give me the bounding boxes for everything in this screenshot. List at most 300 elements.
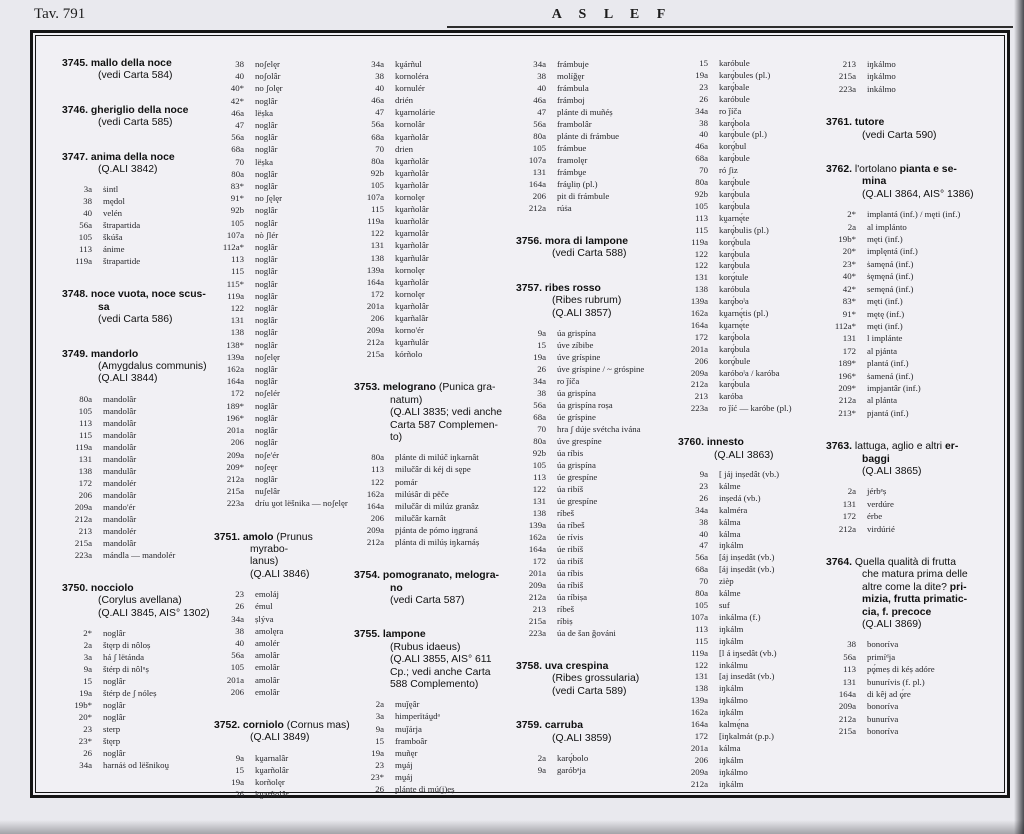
entry-point-number: 223a: [528, 628, 546, 639]
entry-form: framolęr: [557, 155, 588, 165]
entry-row: [678, 213, 824, 225]
entry-point-number: 213: [694, 391, 708, 402]
heading-text: baggi: [862, 453, 890, 465]
entry-form: noglâr: [255, 473, 278, 484]
entry-point-number: 209a: [690, 766, 708, 777]
entry-form: noglâr: [255, 95, 278, 106]
entry-point-number: 113: [371, 464, 384, 475]
entry-form: inṣedá (vb.): [719, 492, 761, 503]
entry-row: [62, 639, 212, 651]
entry-form: iŋkálm: [719, 683, 744, 694]
entry-row: [62, 489, 212, 501]
entry-point-number: 47: [235, 120, 244, 131]
entry-point-number: 201a: [366, 300, 384, 311]
entry-form: frámbuje: [557, 59, 589, 69]
entry-row: [516, 58, 676, 70]
entry-form: inkálma (f.): [719, 611, 761, 622]
entry-row: [678, 153, 824, 165]
entry-point-number: 212a: [690, 778, 708, 789]
entry-form: kṷarñolâr: [395, 131, 429, 142]
entry-point-number: 131: [842, 333, 856, 344]
entry-row: [516, 411, 676, 423]
entry-form: noglâr: [255, 144, 278, 155]
entry-form: noglâr: [103, 712, 126, 723]
section-heading: [214, 720, 352, 745]
entry-point-number: 209a: [226, 449, 244, 460]
entry-point-number: 215a: [838, 71, 856, 82]
entry-point-number: 212a: [528, 592, 546, 603]
entry-row: [678, 505, 824, 517]
heading-text: (Rubus idaeus): [390, 641, 461, 653]
entry-row: [826, 725, 994, 737]
heading-text: amolo: [242, 531, 277, 543]
entry-point-number: 34a: [533, 376, 546, 387]
entry-point-number: 139a: [366, 264, 384, 275]
entry-point-number: 212a: [226, 473, 244, 484]
entry-point-number: 26: [699, 93, 708, 104]
entry-form: mandolâr: [103, 441, 137, 452]
heading-text: (vedi Carta 587): [390, 594, 465, 606]
heading-text: (vedi Carta 589): [552, 685, 627, 697]
entry-row: [354, 348, 514, 360]
heading-text: (Q.ALI 3859): [552, 732, 612, 744]
entry-point-number: 46a: [695, 141, 708, 152]
entry-row: [214, 265, 352, 277]
entry-form: ró ʃiz: [719, 165, 738, 176]
entry-form: karǫ́bule: [719, 177, 750, 188]
entry-form: kṷarñolâr: [255, 764, 289, 775]
entry-row: [354, 239, 514, 251]
entry-row: [62, 255, 212, 267]
entry-row: [678, 94, 824, 106]
entry-form: mandolâr: [103, 429, 137, 440]
entry-point-number: 209*: [226, 461, 244, 472]
entry-point-number: 80a: [533, 131, 546, 141]
entry-point-number: 212a: [366, 537, 384, 548]
entry-form: ríbeš: [557, 508, 575, 519]
entry-row: [214, 95, 352, 107]
entry-form: rúṡa: [557, 203, 572, 213]
entry-point-number: 122: [370, 228, 384, 239]
entry-row: [354, 276, 514, 288]
entry-point-number: 47: [537, 107, 546, 117]
entry-point-number: 139a: [528, 520, 546, 531]
entry-row: [62, 663, 212, 675]
entry-row: [516, 363, 676, 375]
entry-point-number: 15: [537, 340, 546, 351]
heading-text: lanus): [250, 556, 279, 568]
entry-point-number: 40: [235, 71, 244, 82]
entry-form: inkálmo: [867, 83, 896, 94]
entry-point-number: 212a: [838, 395, 856, 406]
section-heading: [62, 105, 212, 130]
heading-text: no: [390, 582, 403, 594]
entry-row: [214, 649, 352, 661]
heading-text: 3748. noce vuota, noce scus-: [62, 289, 206, 301]
entry-row: [214, 625, 352, 637]
entry-point-number: 92b: [532, 448, 546, 459]
entry-row: [214, 776, 352, 788]
entry-point-number: 122: [694, 659, 708, 670]
entry-row: [826, 345, 994, 357]
heading-text: 3745. mallo della noce: [62, 58, 172, 69]
entry-form: pǫ́meṣ di kéṣ adóre: [867, 664, 935, 675]
entry-point-number: 113: [79, 417, 92, 428]
entry-form: [ jáj inṣedât (vb.): [719, 469, 780, 479]
entry-point-number: 80a: [231, 168, 244, 179]
entry-form: úa grispína: [557, 328, 596, 339]
entry-point-number: 113: [231, 254, 244, 265]
section-heading: [354, 382, 514, 444]
entry-form: karóba: [719, 391, 743, 402]
entry-row: [516, 555, 676, 567]
entry-form: kṷarnę́tis (pl.): [719, 308, 769, 319]
column-2: [214, 46, 352, 801]
entry-point-number: 162a: [690, 707, 708, 718]
entry-row: [214, 363, 352, 375]
heading-text: (Q.ALI 3845, AIS° 1302): [98, 607, 210, 619]
entry-form: karǫ́bula: [719, 200, 750, 211]
heading-text: 3750. nocciolo: [62, 582, 134, 594]
entry-form: korǫ́bula: [719, 236, 751, 247]
entry-point-number: 26: [235, 601, 244, 612]
entry-row: [516, 178, 676, 190]
entry-point-number: 26: [235, 789, 244, 800]
entry-row: [678, 70, 824, 82]
entry-form: noglâr: [255, 425, 278, 436]
entry-point-number: 91*: [842, 308, 856, 319]
heading-text: 3754.: [354, 570, 383, 582]
entry-form: virdúrié: [867, 523, 895, 534]
entry-row: [62, 231, 212, 243]
entry-form: há ʃ lëtánda: [103, 652, 145, 663]
entry-row: [678, 177, 824, 189]
entry-row: [62, 735, 212, 747]
entry-row: [516, 339, 676, 351]
entry-form: úve gríspine / ~ gróspine: [557, 364, 645, 375]
heading-text: (Amygdalus communis): [98, 361, 207, 373]
heading-text: 588 Complemento): [390, 678, 479, 690]
entry-row: [516, 752, 676, 764]
entry-form: kornolęr: [395, 192, 425, 203]
entry-form: pjantá (inf.): [867, 407, 909, 418]
entry-row: [826, 498, 994, 510]
entry-row: [214, 674, 352, 686]
section-heading: [516, 283, 676, 320]
entry-form: męti (inf.): [867, 296, 903, 307]
entry-form: noglâr: [103, 628, 126, 639]
section-heading: [826, 117, 994, 142]
entry-point-number: 213: [842, 59, 856, 69]
entry-form: kṷarñolâr: [255, 789, 289, 800]
entry-point-number: 164a: [838, 689, 856, 700]
entry-row: [678, 683, 824, 695]
heading-text: (Q.ALI 3863): [714, 449, 774, 461]
entry-form: iŋkálmo: [719, 695, 748, 706]
entry-form: plantá (inf.): [867, 358, 909, 369]
entry-point-number: 223a: [226, 498, 244, 509]
entry-row: [214, 400, 352, 412]
entry-point-number: 206: [370, 512, 384, 523]
entry-form: érbe: [867, 511, 883, 522]
entry-row: [516, 202, 676, 214]
entry-point-number: 68a: [695, 564, 708, 575]
heading-text: Cp.; vedi anche Carta: [390, 666, 491, 678]
entry-form: korǫ́bule: [719, 355, 751, 366]
entry-point-number: 201a: [226, 425, 244, 436]
entry-point-number: 34a: [533, 59, 546, 69]
entry-form: [iŋkalmát (p.p.): [719, 730, 774, 741]
entry-row: [62, 699, 212, 711]
entry-form: korñolęr: [255, 777, 285, 788]
entry-form: noglâr: [255, 303, 278, 314]
entry-point-number: 209a: [74, 501, 92, 512]
entry-row: [826, 332, 994, 344]
entry-row: [214, 302, 352, 314]
entry-form: frámbṷe: [557, 167, 587, 177]
entry-list: [354, 698, 514, 795]
entry-point-number: 164a: [690, 719, 708, 730]
entry-form: karǫ́bale: [719, 81, 750, 92]
entry-row: [62, 747, 212, 759]
section-heading: [516, 661, 676, 698]
entry-point-number: 34a: [231, 613, 244, 624]
entry-row: [516, 531, 676, 543]
entry-point-number: 206: [694, 754, 708, 765]
entry-point-number: 40: [235, 637, 244, 648]
section-heading: [516, 236, 676, 261]
entry-point-number: 26: [699, 492, 708, 503]
entry-row: [354, 58, 514, 70]
entry-form: mętę (inf.): [867, 308, 905, 319]
entry-row: [214, 131, 352, 143]
entry-form: karǫ́bola: [719, 331, 750, 342]
entry-form: drién: [395, 95, 414, 106]
entry-point-number: 46a: [371, 95, 384, 106]
entry-point-number: 19a: [695, 69, 708, 80]
entry-row: [214, 156, 352, 168]
entry-point-number: 107a: [226, 229, 244, 240]
entry-row: [214, 613, 352, 625]
entry-row: [516, 351, 676, 363]
entry-row: [678, 332, 824, 344]
entry-row: [678, 660, 824, 672]
entry-point-number: 138: [694, 683, 708, 694]
entry-row: [678, 296, 824, 308]
entry-form: iŋkálmo: [867, 71, 896, 82]
entry-row: [826, 382, 994, 394]
entry-row: [354, 710, 514, 722]
entry-point-number: 80a: [79, 393, 92, 404]
entry-form: úve zíbibe: [557, 340, 594, 351]
entry-row: [678, 779, 824, 791]
entry-point-number: 105: [694, 200, 708, 211]
entry-row: [62, 183, 212, 195]
entry-form: noglâr: [255, 437, 278, 448]
entry-list: [62, 393, 212, 561]
entry-form: úe ribíš: [557, 544, 584, 555]
entry-point-number: 9a: [699, 469, 708, 479]
section-heading: [62, 58, 212, 83]
entry-row: [678, 600, 824, 612]
entry-form: muǰárja: [395, 723, 422, 734]
entry-form: korǫ́tule: [719, 272, 749, 283]
entry-row: [678, 272, 824, 284]
entry-form: kṷarñolâr: [395, 204, 429, 215]
entry-point-number: 34a: [371, 59, 384, 69]
entry-point-number: 212a: [74, 513, 92, 524]
entry-row: [678, 695, 824, 707]
entry-point-number: 139a: [226, 351, 244, 362]
entry-point-number: 9a: [375, 723, 384, 734]
entry-row: [62, 525, 212, 537]
entry-list: [826, 638, 994, 737]
entry-row: [678, 201, 824, 213]
entry-row: [516, 483, 676, 495]
entry-point-number: 80a: [371, 155, 384, 166]
entry-row: [354, 70, 514, 82]
entry-form: verdúre: [867, 498, 894, 509]
entry-row: [678, 379, 824, 391]
entry-form: karǫ́bule (pl.): [719, 129, 767, 140]
entry-point-number: 112a*: [222, 242, 244, 253]
entry-form: emoláj: [255, 589, 279, 600]
entry-list: [516, 327, 676, 639]
entry-row: [826, 700, 994, 712]
entry-form: milučâr karnât: [395, 512, 447, 523]
entry-form: primíᵈja: [867, 651, 896, 662]
heading-text: 3749. mandorlo: [62, 348, 139, 360]
entry-row: [62, 243, 212, 255]
entry-row: [354, 747, 514, 759]
entry-point-number: 113: [843, 664, 856, 675]
entry-form: semęná (inf.): [867, 283, 914, 294]
entry-row: [826, 83, 994, 95]
entry-row: [214, 119, 352, 131]
heading-text: (Q.ALI 3849): [250, 732, 310, 744]
entry-point-number: 196*: [838, 370, 856, 381]
entry-form: amolér: [255, 637, 280, 648]
entry-point-number: 215a: [226, 486, 244, 497]
entry-point-number: 131: [842, 498, 856, 509]
entry-form: impjantâr (inf.): [867, 382, 921, 393]
entry-point-number: 119a: [75, 441, 92, 452]
heading-text: 3755.: [354, 629, 383, 641]
entry-row: [354, 723, 514, 735]
entry-point-number: 119a: [367, 216, 384, 227]
heading-text: (Ribes grossularia): [552, 673, 640, 685]
entry-form: karǫ́bula: [719, 343, 750, 354]
entry-point-number: 189*: [838, 358, 856, 369]
entry-row: [678, 767, 824, 779]
entry-row: [214, 314, 352, 326]
entry-point-number: 70: [235, 156, 244, 167]
entry-form: plánte di frámbue: [557, 131, 620, 141]
entry-point-number: 70: [699, 165, 708, 176]
heading-text: l'ortolano: [854, 164, 900, 176]
entry-form: inkálmu: [719, 659, 748, 670]
entry-point-number: 56a: [695, 552, 708, 563]
entry-row: [826, 233, 994, 245]
entry-form: iŋkálm: [719, 754, 744, 765]
entry-form: mṷáj: [395, 759, 413, 770]
entry-list: [678, 469, 824, 790]
entry-row: [62, 465, 212, 477]
section-heading: [354, 570, 514, 607]
entry-row: [678, 624, 824, 636]
entry-point-number: 139a: [690, 296, 708, 307]
entry-form: bunurívis (f. pl.): [867, 676, 925, 687]
entry-form: kálme: [719, 480, 741, 491]
heading-text: (Punica gra-: [438, 382, 496, 394]
column-layout: [62, 46, 1000, 800]
heading-text: pianta: [899, 164, 934, 176]
entry-row: [354, 735, 514, 747]
entry-row: [516, 615, 676, 627]
entry-point-number: 164a: [528, 179, 546, 189]
heading-text: (Q.ALI 3869): [862, 619, 922, 631]
entry-list: [516, 46, 676, 214]
entry-point-number: 2*: [83, 628, 92, 639]
entry-point-number: 138: [532, 508, 546, 519]
entry-point-number: 138: [370, 252, 384, 263]
entry-form: noglâr: [255, 339, 278, 350]
entry-form: noʃelęr: [255, 351, 280, 362]
entry-form: kṷarnę́te: [719, 212, 750, 223]
entry-form: framboâr: [395, 735, 428, 746]
entry-row: [214, 788, 352, 800]
entry-row: [678, 755, 824, 767]
entry-list: [516, 752, 676, 776]
entry-form: pjánta de pómo iŋgraná: [395, 524, 478, 535]
entry-row: [678, 636, 824, 648]
entry-row: [678, 82, 824, 94]
entry-form: ṡęmęná (inf.): [867, 271, 914, 282]
entry-form: karǫ́boˡa: [719, 296, 749, 307]
entry-form: kornolęr: [395, 264, 425, 275]
heading-text: (vedi Carta 584): [98, 70, 173, 82]
entry-form: plánte di muñéṣ: [557, 107, 613, 117]
entry-form: noʃelęr: [255, 59, 280, 69]
entry-form: kálme: [719, 588, 741, 599]
entry-point-number: 206: [694, 355, 708, 366]
entry-form: štérp de ʃ nóleṣ: [103, 688, 157, 699]
entry-form: iŋkálmo: [867, 59, 896, 69]
entry-form: kṷarnolárie: [395, 107, 436, 118]
entry-form: ro ǰíča: [557, 376, 580, 387]
entry-row: [62, 651, 212, 663]
heading-text: (Q.ALI 3842): [98, 164, 158, 176]
entry-row: [516, 471, 676, 483]
entry-list: [214, 588, 352, 698]
entry-row: [214, 600, 352, 612]
heading-text: lattuga, aglio e altri: [854, 441, 945, 453]
entry-row: [826, 638, 994, 650]
entry-form: štérp di nôlᵘṣ: [103, 664, 149, 675]
entry-point-number: 80a: [371, 452, 384, 463]
entry-list: [354, 451, 514, 548]
entry-point-number: 164a: [366, 500, 384, 511]
entry-row: [214, 473, 352, 485]
entry-row: [214, 764, 352, 776]
entry-point-number: 105: [532, 460, 546, 471]
entry-form: kṷárñul: [395, 59, 422, 69]
entry-point-number: 70: [375, 143, 384, 154]
entry-point-number: 26: [83, 748, 92, 759]
entry-row: [826, 510, 994, 522]
entry-form: himperïtáṷdᵃ: [395, 711, 440, 722]
entry-form: úa grispína: [557, 460, 596, 471]
